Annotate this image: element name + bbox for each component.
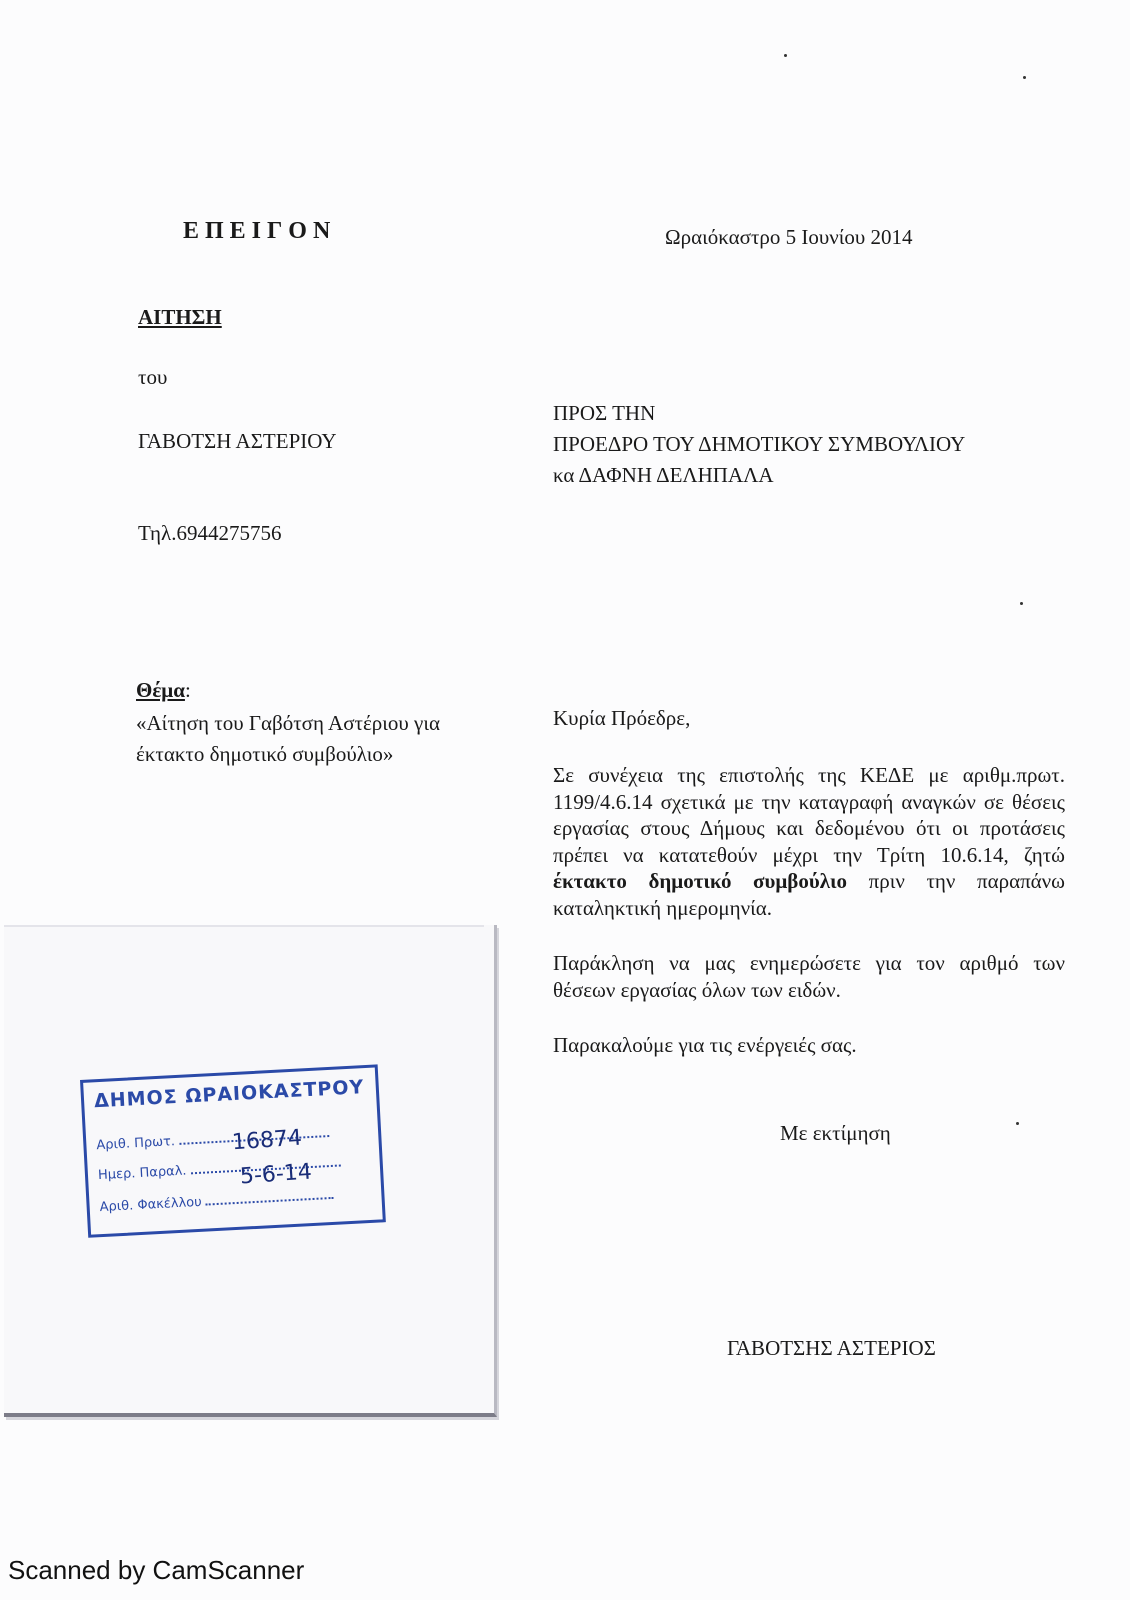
recipient-block — [553, 398, 965, 491]
body-p1-emphasis: έκτακτο δημοτικό συμβούλιο — [553, 869, 848, 893]
place-date: Ωραιόκαστρο 5 Ιουνίου 2014 — [665, 225, 913, 249]
subject-colon: : — [184, 678, 191, 702]
salutation: Κυρία Πρόεδρε, — [553, 706, 691, 730]
recipient-line-1: ΠΡΟΣ ΤΗΝ — [553, 401, 656, 425]
subject-line-2: έκτακτο δημοτικό συμβούλιο» — [136, 742, 394, 766]
signature-name: ΓΑΒΟΤΣΗΣ ΑΣΤΕΡΙΟΣ — [727, 1336, 936, 1360]
body-paragraph-2: Παράκληση να μας ενημερώσετε για τον αριθμό των θέσεων εργασίας όλων των ειδών. — [553, 951, 1065, 1002]
scan-speck — [784, 54, 787, 57]
stamp-protocol-label: Αριθ. Πρωτ. — [96, 1134, 176, 1154]
stamp-title: ΔΗΜΟΣ ΩΡΑΙΟΚΑΣΤΡΟΥ — [93, 1076, 365, 1113]
sender-of: του — [138, 365, 168, 389]
scanner-watermark: Scanned by CamScanner — [8, 1555, 305, 1585]
subject-label-text: Θέμα — [136, 678, 185, 702]
urgent-label: ΕΠΕΙΓΟΝ — [183, 218, 337, 244]
body-paragraph-1 — [553, 762, 1065, 921]
body-p1-part2: πριν την παραπάνω καταληκτική ημερομηνία. — [553, 869, 1065, 920]
scan-speck — [1016, 1122, 1019, 1125]
stamp-row-folder — [99, 1188, 334, 1215]
recipient-line-3: κα ΔΑΦΝΗ ΔΕΛΗΠΑΛΑ — [553, 463, 774, 487]
document-type-heading: ΑΙΤΗΣΗ — [138, 305, 222, 329]
stamp-dots — [206, 1197, 334, 1206]
subject-text — [136, 708, 440, 770]
scan-speck — [1023, 76, 1026, 79]
slip-edge — [4, 925, 484, 927]
recipient-line-2: ΠΡΟΕΔΡΟ ΤΟΥ ΔΗΜΟΤΙΚΟΥ ΣΥΜΒΟΥΛΙΟΥ — [553, 432, 966, 456]
body-p1-part1: Σε συνέχεια της επιστολής της ΚΕΔΕ με αριθμ.πρωτ. 1199/4.6.14 σχετικά με την καταγραφή αναγκών σε θέσεις εργασίας στους Δήμους και δεδομένου ότι οι προτάσεις πρέπει να κατατεθούν μέχρι την Τρίτη 10.6.14, ζητώ — [553, 763, 1065, 867]
handwritten-received-date: 5-6-14 — [239, 1159, 313, 1190]
closing: Με εκτίμηση — [780, 1121, 891, 1145]
subject-line-1: «Αίτηση του Γαβότση Αστέριου για — [136, 711, 440, 735]
sender-name: ΓΑΒΟΤΣΗ ΑΣΤΕΡΙΟΥ — [138, 429, 337, 453]
scan-speck — [1020, 602, 1023, 605]
handwritten-protocol-number: 16874 — [231, 1125, 303, 1156]
stamp-folder-label: Αριθ. Φακέλλου — [99, 1194, 203, 1216]
sender-phone: Τηλ.6944275756 — [138, 521, 282, 545]
subject-label — [136, 677, 191, 704]
stamp-date-label: Ημερ. Παραλ. — [97, 1163, 187, 1184]
body-paragraph-3: Παρακαλούμε για τις ενέργειές σας. — [553, 1033, 857, 1057]
